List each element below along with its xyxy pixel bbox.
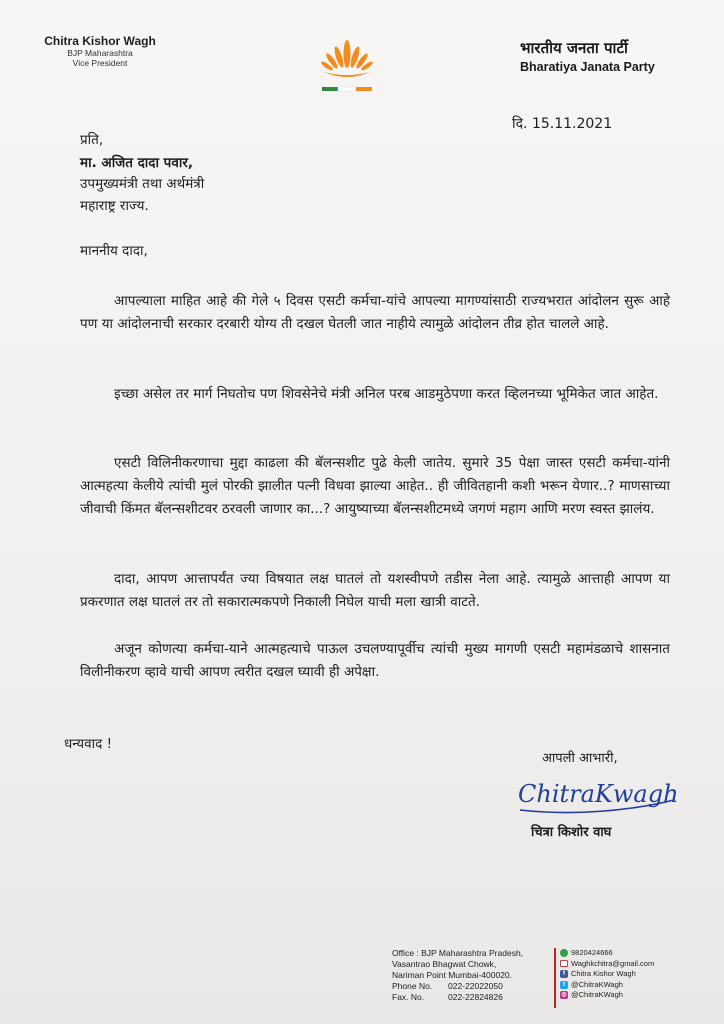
signer-name: चित्रा किशोर वाघ — [531, 825, 612, 840]
email-row — [560, 959, 654, 970]
footer-address — [392, 948, 550, 1003]
signature-image — [514, 770, 682, 820]
footer-contacts — [560, 948, 654, 1001]
twitter-handle: @ChitraKWagh — [571, 979, 623, 989]
sender-name: Chitra Kishor Wagh — [44, 34, 156, 48]
instagram-icon: ◎ — [561, 992, 567, 999]
sender-role: Vice President — [72, 58, 128, 68]
recipient-state: महाराष्ट्र राज्य. — [80, 198, 149, 214]
whatsapp-icon — [560, 949, 568, 957]
fax-label: Fax. No. — [392, 992, 425, 1002]
phone-row — [392, 981, 550, 992]
phone-number: 022-22022050 — [448, 981, 503, 991]
fax-row — [392, 992, 550, 1003]
facebook-row — [560, 969, 654, 980]
mail-icon — [560, 960, 568, 967]
recipient-name: मा. अजित दादा पवार, — [80, 155, 193, 171]
svg-text:ChitraKwagh: ChitraKwagh — [518, 780, 679, 808]
recipient-prefix: प्रति, — [80, 132, 104, 148]
sender-org: BJP Maharashtra — [67, 48, 133, 58]
salutation: माननीय दादा, — [80, 243, 148, 259]
office-line-2: Vasantrao Bhagwat Chowk, — [392, 959, 497, 969]
body-paragraph-5 — [80, 638, 670, 684]
email-address: Waghkchitra@gmail.com — [571, 958, 655, 968]
lotus-logo-icon — [318, 32, 376, 94]
body-paragraph-1 — [80, 290, 670, 336]
instagram-row — [560, 990, 654, 1001]
body-paragraph-4 — [80, 568, 670, 614]
recipient-title: उपमुख्यमंत्री तथा अर्थमंत्री — [80, 176, 205, 192]
party-name-block — [520, 38, 655, 74]
body-paragraph-1-text: आपल्याला माहित आहे की गेले ५ दिवस एसटी कर्मचा-यांचे आपल्या मागण्यांसाठी राज्यभरात आंदोलन सुरू आहे पण या आंदोलनाची सरकार दरबारी योग्य ती दखल घेतली जात नाहीये त्यामुळे आंदोलन तीव्र होत चालले आहे. — [80, 293, 670, 332]
body-paragraph-3-text: एसटी विलिनीकरणाचा मुद्दा काढला की बॅलन्सशीट पुढे केली जातेय. सुमारे 35 पेक्षा जास्त एसटी कर्मचा-यांनी आत्महत्या केलीये त्यांची मुलं पोरकी झालीत पत्नी विधवा झाल्या आहेत.. ही जीवितहानी कशी भरून येणार..? माणसाच्या जीवाची किंमत बॅलन्सशीटवर ठरवली जाणार का...? आयुष्याच्या बॅलन्सशीटमध्ये जगणं महाग आणि मरण स्वस्त झालंय. — [80, 455, 670, 517]
footer-divider — [554, 948, 556, 1008]
party-name-english: Bharatiya Janata Party — [520, 60, 655, 74]
fax-number: 022-22824826 — [448, 992, 503, 1002]
thanks-text: धन्यवाद ! — [64, 736, 112, 752]
body-paragraph-3 — [80, 452, 670, 521]
phone-label: Phone No. — [392, 981, 433, 991]
twitter-icon: t — [560, 981, 568, 989]
facebook-icon: f — [560, 970, 568, 978]
body-paragraph-2-text: इच्छा असेल तर मार्ग निघतोच पण शिवसेनेचे मंत्री अनिल परब आडमुठेपणा करत व्हिलनच्या भूमिकेत जात आहेत. — [114, 386, 659, 402]
office-line-1: Office : BJP Maharashtra Pradesh, — [392, 948, 524, 958]
office-line-3: Nariman Point Mumbai-400020. — [392, 970, 513, 980]
instagram-handle: @ChitraKWagh — [571, 990, 623, 999]
sender-block — [30, 34, 170, 68]
body-paragraph-5-text: अजून कोणत्या कर्मचा-याने आत्महत्याचे पाऊल उचलण्यापूर्वीच त्यांची मुख्य मागणी एसटी महामंडळाचे शासनात विलीनीकरण व्हावे याची आपण त्वरीत दखल घ्यावी ही अपेक्षा. — [80, 641, 670, 680]
facebook-handle: Chitra Kishor Wagh — [571, 969, 636, 978]
body-paragraph-4-text: दादा, आपण आत्तापर्यंत ज्या विषयात लक्ष घातलं तो यशस्वीपणे तडीस नेला आहे. त्यामुळे आत्ताही आपण या प्रकरणात लक्ष घातलं तर तो सकारात्मकपणे निकाली निघेल याची मला खात्री वाटते. — [80, 571, 670, 610]
twitter-row — [560, 980, 654, 991]
closing-text: आपली आभारी, — [542, 751, 618, 766]
whatsapp-number: 9820424666 — [571, 948, 613, 957]
whatsapp-row — [560, 948, 654, 959]
body-paragraph-2 — [80, 383, 670, 406]
party-name-hindi: भारतीय जनता पार्टी — [520, 39, 628, 57]
letter-date: दि. 15.11.2021 — [512, 116, 613, 132]
